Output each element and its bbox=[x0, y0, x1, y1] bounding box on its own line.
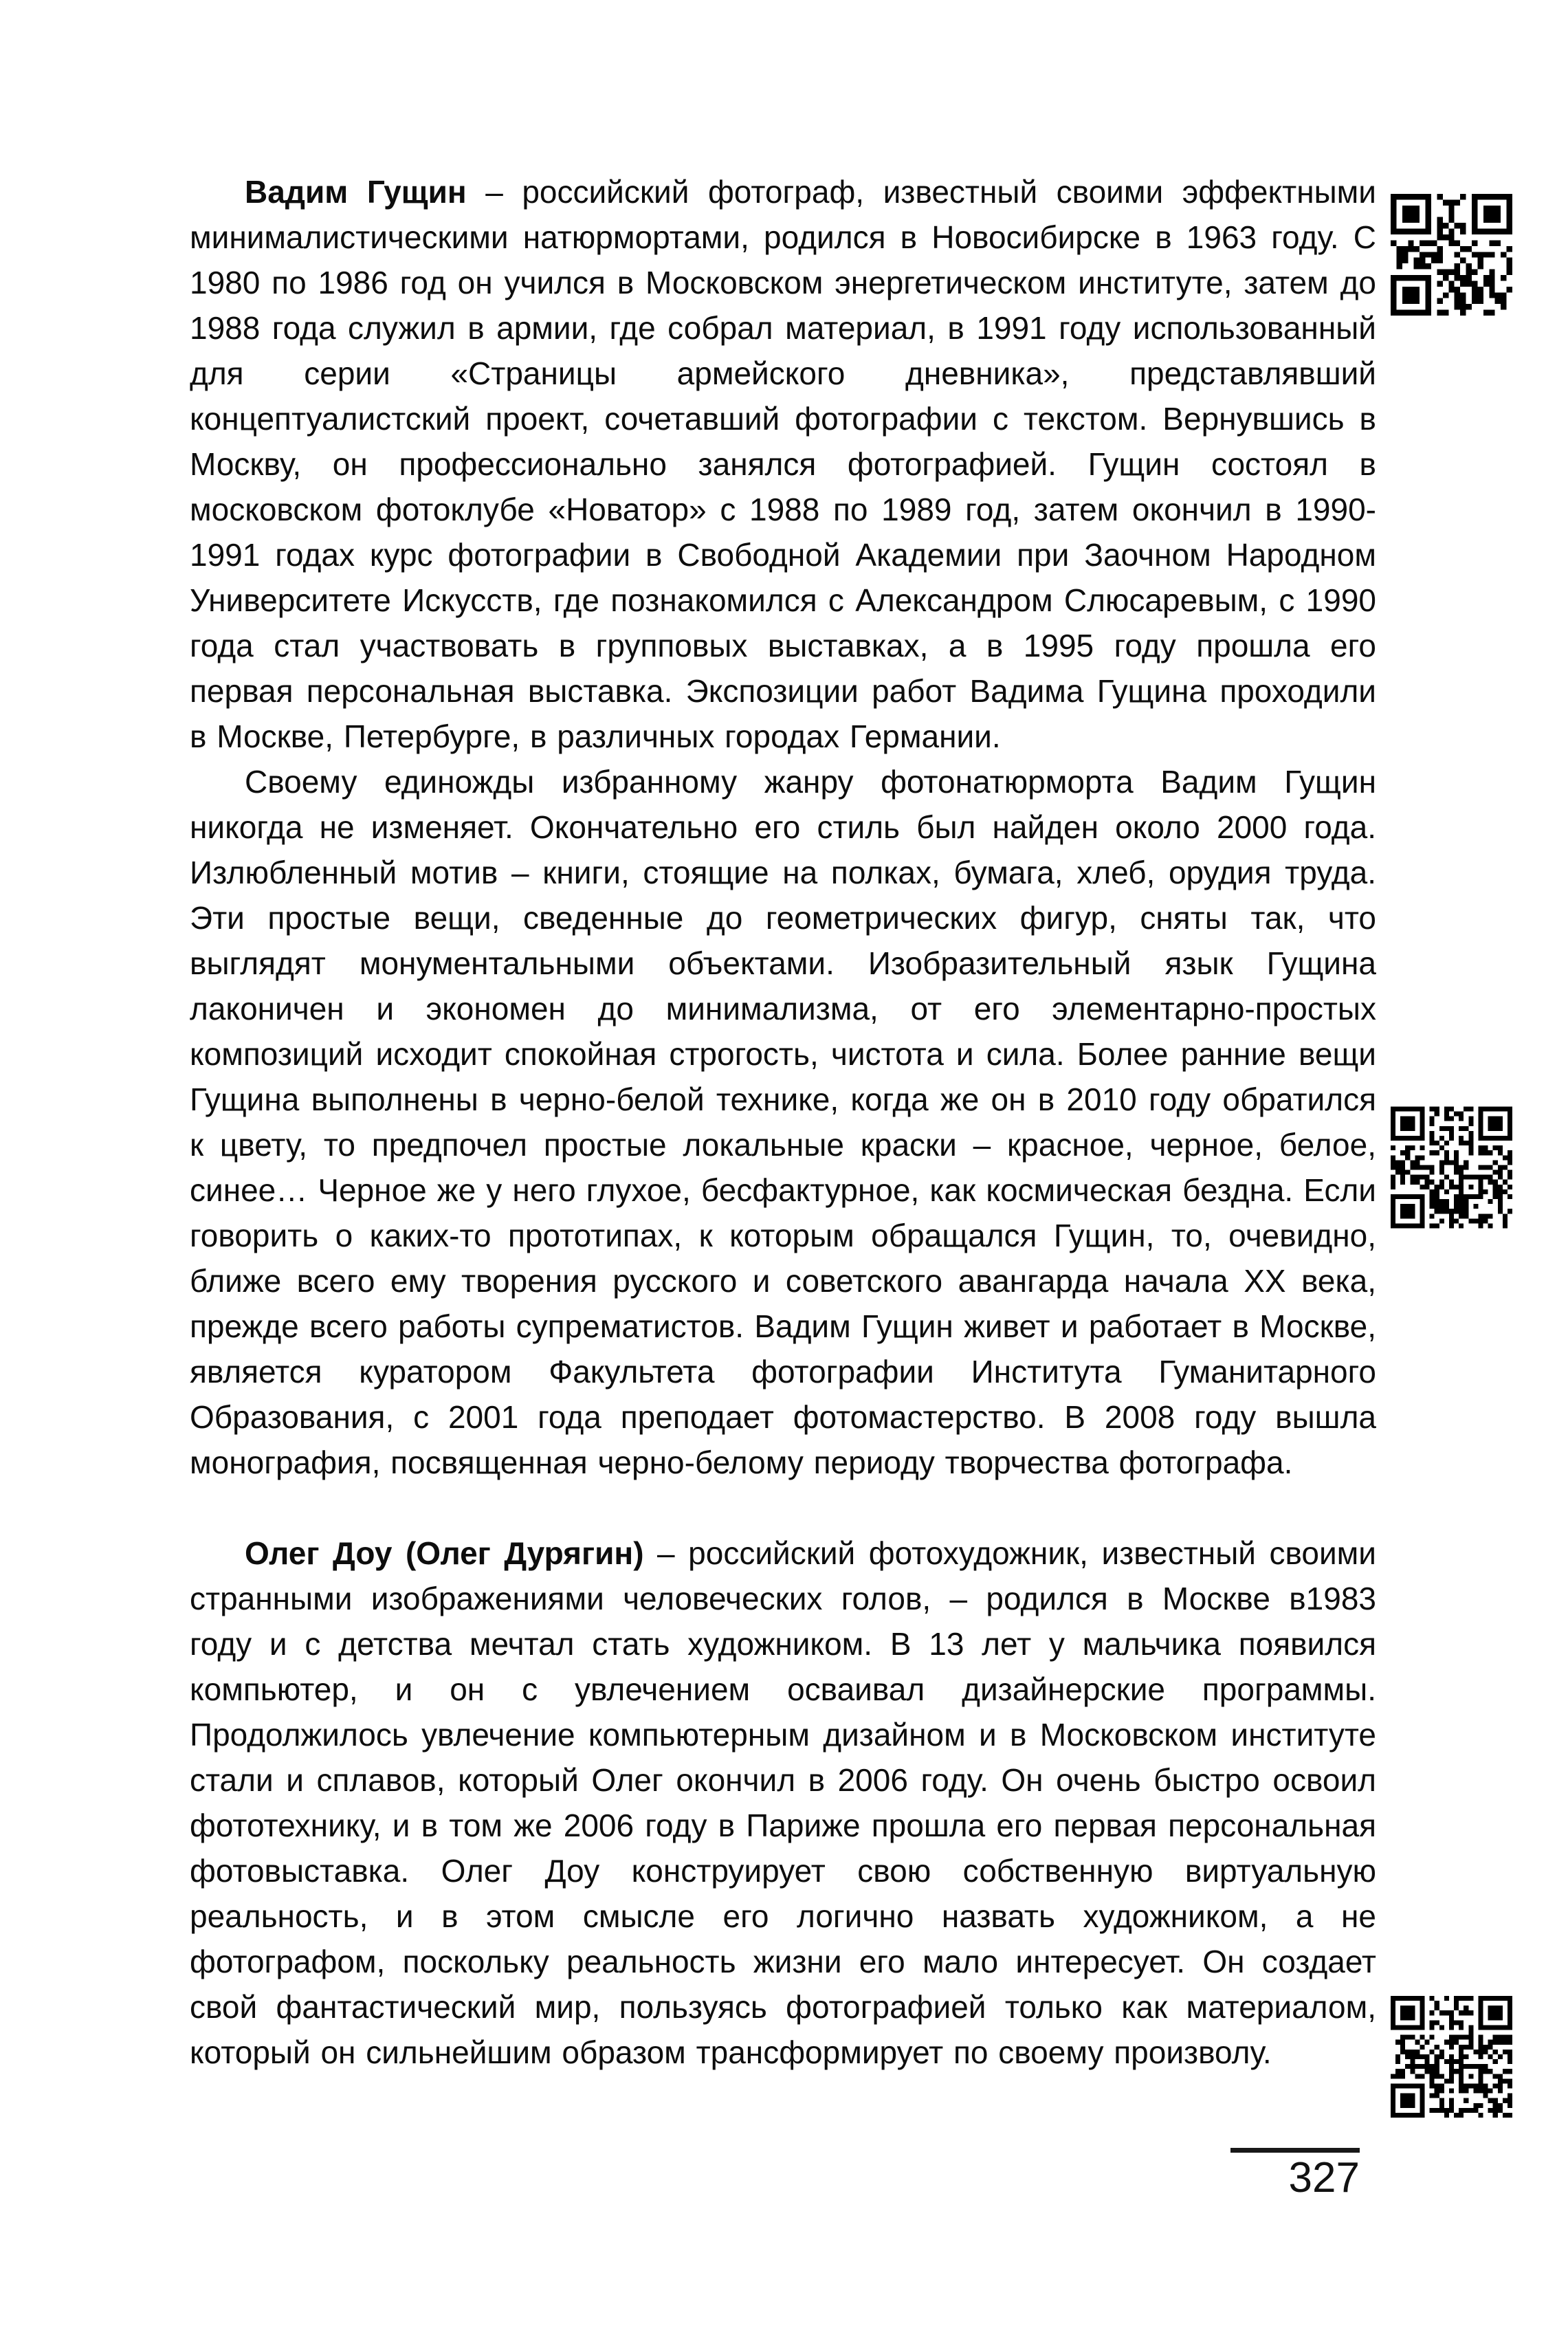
paragraph-vadim-gushchin bbox=[190, 169, 1376, 759]
qr-code-2-icon bbox=[1391, 1106, 1512, 1229]
paragraph-lead-oleg-dou: Олег Доу (Олег Дурягин) bbox=[245, 1535, 644, 1571]
qr-code-3-icon bbox=[1391, 1996, 1512, 2118]
footer-rule bbox=[1230, 2148, 1360, 2153]
paragraph-gushchin-style bbox=[190, 759, 1376, 1485]
text-column bbox=[190, 169, 1376, 2075]
paragraph-lead-vadim-gushchin: Вадим Гущин bbox=[245, 174, 467, 210]
qr-code-1-icon bbox=[1391, 194, 1512, 316]
paragraph-body-vadim-gushchin: – российский фотограф, известный своими эффектными минималистическими натюрмортами, родился в Новосибирске в 1963 году. С 1980 по 1986 год он учился в Московском энергетическом институте, затем до 1988 года служил в армии, где собрал материал, в 1991 году использованный для серии «Страницы армейского дневника», представлявший концептуалистский проект, сочетавший фотографии с текстом. Вернувшись в Москву, он профессионально занялся фотографией. Гущин состоял в московском фотоклубе «Новатор» с 1988 по 1989 год, затем окончил в 1990-1991 годах курс фотографии в Свободной Академии при Заочном Народном Университете Искусств, где познакомился с Александром Слюсаревым, с 1990 года стал участвовать в групповых выставках, а в 1995 году прошла его первая персональная выставка. Экспозиции работ Вадима Гущина проходили в Москве, Петербурге, в различных городах Германии. bbox=[190, 174, 1376, 754]
paragraph-oleg-dou bbox=[190, 1530, 1376, 2075]
paragraph-body-oleg-dou: – российский фотохудожник, известный своими странными изображениями человеческих голов, – родился в Москве в1983 году и с детства мечтал стать художником. В 13 лет у мальчика появился компьютер, и он с увлечением осваивал дизайнерские программы. Продолжилось увлечение компьютерным дизайном и в Московском институте стали и сплавов, который Олег окончил в 2006 году. Он очень быстро освоил фототехнику, и в том же 2006 году в Париже прошла его первая персональная фотовыставка. Олег Доу конструирует свою собственную виртуальную реальность, и в этом смысле его логично назвать художником, а не фотографом, поскольку реальность жизни его мало интересует. Он создает свой фантастический мир, пользуясь фотографией только как материалом, который он сильнейшим образом трансформирует по своему произволу. bbox=[190, 1535, 1377, 2070]
page-number: 327 bbox=[1288, 2154, 1360, 2201]
paragraph-body-gushchin-style: Своему единожды избранному жанру фотонатюрморта Вадим Гущин никогда не изменяет. Окончательно его стиль был найден около 2000 года. Излюбленный мотив – книги, стоящие на полках, бумага, хлеб, орудия труда. Эти простые вещи, сведенные до геометрических фигур, сняты так, что выглядят монументальными объектами. Изобразительный язык Гущина лаконичен и экономен до минимализма, от его элементарно-простых композиций исходит спокойная строгость, чистота и сила. Более ранние вещи Гущина выполнены в черно-белой технике, когда же он в 2010 году обратился к цвету, то предпочел простые локальные краски – красное, черное, белое, синее… Черное же у него глухое, бесфактурное, как космическая бездна. Если говорить о каких-то прототипах, к которым обращался Гущин, то, очевидно, ближе всего ему творения русского и советского авангарда начала XX века, прежде всего работы супрематистов. Вадим Гущин живет и работает в Москве, является куратором Факультета фотографии Института Гуманитарного Образования, с 2001 года преподает фотомастерство. В 2008 году вышла монография, посвященная черно-белому периоду творчества фотографа. bbox=[190, 764, 1376, 1480]
